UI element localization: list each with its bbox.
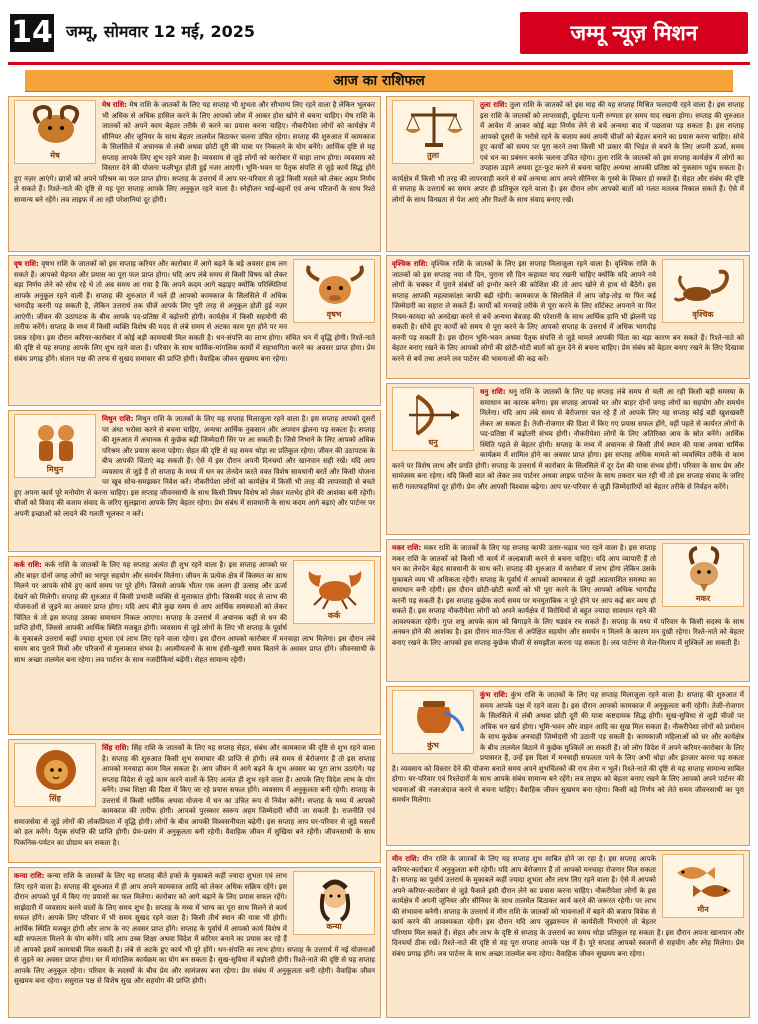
sign-name: कन्या राशि: [14,871,45,880]
sign-body: कर्क राशि के जातकों के लिए यह सप्ताह अत्यंत ही शुभ रहने वाला है। इस सप्ताह आपको घर और बाहर दोनों जगह लोगों का भरपूर सहयोग और समर्थन मिलेगा। जीवन के प्रत्येक क्षेत्र में किस्मत का साथ मिलने पर आपके सोचे हुए कार्य समय पर पूरे होंगे। जिससे आपके भीतर एक अलग ही उत्साह और ऊर्जा देखने को मिलेगी। सप्ताह की शुरुआत में किसी प्रभावी व्यक्ति से मुलाकात होगी। जिसकी मदद से लाभ की योजनाओं से जुड़ने का अवसर प्राप्त होगा। यदि आप बीते कुछ समय से आप आर्थिक समस्याओं को लेकर चिंतित थे तो इस सप्ताह उसका समाधान निकल आएगा। सप्ताह के उत्तरार्ध में अचानक कहीं से धन की प्राप्ति होगी, जिससे आपकी आर्थिक स्थिति मजबूत होगी। व्यवसाय से जुड़े लोगों के लिए भी सप्ताह के पूर्वार्ध के मुकाबले उत्तरार्ध कहीं ज्यादा शुभता एवं लाभ लिए रहने वाला रहेगा। इस दौरान आपको कारोबार में मनचाहा लाभ मिलेगा। इस दौरान लंबे समय बाद पुराने मित्रों और परिजनों से मुलाकात संभव है। आत्मीयजनों के साथ हंसी-खुशी समय बिताने के अवसर प्राप्त होंगे। जीवनसाथी के साथ अच्छा तालमेल बना रहेगा। लव पार्टनर के साथ नजदीकियां बढ़ेंगी। सेहत सामान्य रहेगी। [14,560,375,664]
aquarius-pot-icon [392,690,474,754]
horoscope-mesh [8,96,381,252]
libra-scales-icon [392,100,474,164]
horoscope-tula [386,96,750,252]
taurus-bull-icon [293,259,375,323]
sign-caption: कर्क [327,611,341,620]
masthead-logo: जम्मू न्यूज़ मिशन [520,12,748,54]
sign-caption: धनु [428,438,438,447]
sign-name: कुंभ राशि: [480,690,508,699]
sign-name: कर्क राशि: [14,560,42,569]
sign-body: वृश्चिक राशि के जातकों के लिए इस सप्ताह मिलाजुला रहने वाला है। वृश्चिक राशि के जातकों को इस सप्ताह नया नौ दिन, पुराना सौ दिन कहावत याद रखनी चाहिए क्योंकि यदि आपने नये लोगों के चक्कर में पुराने संबंधों को इग्नोर करने की कोशिश की तो आप खोने से हाथ धो बैठेंगे। इस सप्ताह आपकी महत्वाकांक्षा काफी बढ़ी रहेगी। कामकाज के सिलसिले में आप जोड़-तोड़ या फिर कई जिम्मेदारी का सहारा ले सकते हैं। कार्यों को मनचाहे तरीके से पूरा करने के लिए शॉर्टकट अपनाने या फिर नियम-कायदा को अनदेखा करने से बचें अन्यथा बेवजह की परेशानी के साथ आर्थिक हानि भी झेलनी पड़ सकती है। सोचे हुए कार्यों को समय से पूरा करने के लिए आपको सप्ताह के उत्तरार्ध में अधिक भागदौड़ करनी पड़ सकती है। इस दौरान भूमि-भवन अथवा पैतृक संपत्ति से जुड़े मामले आपकी चिंता का बड़ा कारण बन सकते हैं। रिश्ते-नाते को बेहतर बनाए रखने के लिए आपको लोगों की छोटी-मोटी बातों को तूल देने से बचना चाहिए। प्रेम संबंध को बेहतर बनाए रखने के लिए दिखावा करने से बचें तथा अपने लव पार्टनर की भावनाओं की कद्र करें। [392,259,744,363]
horoscope-meen [386,850,750,1018]
sign-name: मीन राशि: [392,854,420,863]
horoscope-kumbh [386,686,750,846]
sign-caption: मकर [695,594,711,603]
sign-body: सिंह राशि के जातकों के लिए यह सप्ताह सेहत, संबंध और कामकाज की दृष्टि से शुभ रहने वाला है। सप्ताह की शुरुआत किसी शुभ समाचार की प्राप्ति से होगी। लंबे समय से बेरोजगार हैं तो इस सप्ताह आपको मनचाहा काम मिल सकता है। आप जीवन में आगे बढ़ने के शुभ अवसर का पूरा लाभ उठाएंगे। यह सप्ताह विदेश से जुड़े काम करने वालों के लिए अत्यंत ही शुभ रहने वाला है। आपके लिए विदेश लाभ के योग बनेंगे। उच्च शिक्षा की दिशा में किए जा रहे प्रयास सफल होंगे। व्यवसाय में अनुकूलता बनी रहेगी। सप्ताह के उत्तरार्ध में किसी धार्मिक अथवा योजना में धन का उचित रूप से निवेश करेंगे। सप्ताह के मध्य में आपको कामकाज की तारीफ होगी। आपको पुरस्कार स्वरूप अहम जिम्मेदारी सौंपी जा सकती है। राजनीति एवं समाजसेवा से जुड़े लोगों की लोकप्रियता में वृद्धि होगी। लोगों के बीच आपकी विश्वसनीयता बढ़ेगी। इस सप्ताह आप घर-परिवार से जुड़े मसलों को हल करेंगे। पैतृक संपत्ति की प्राप्ति होगी। प्रेम-प्रसंग में अनुकूलता बनी रहेगी। वैवाहिक जीवन में सुखिया बने रहेंगी। जीवनसाथी के साथ पिकनिक-पर्यटन का प्रोग्राम बन सकता है। [14,743,375,847]
pisces-fish-icon [662,854,744,918]
scorpio-scorpion-icon [662,259,744,323]
horoscope-makar [386,539,750,682]
sign-name: मकर राशि: [392,543,422,552]
virgo-maiden-icon [293,871,375,935]
sign-name: तुला राशि: [480,100,508,109]
dateline: जम्मू, सोमवार 12 मई, 2025 [66,22,255,41]
horoscope-dhanu [386,383,750,535]
sign-body: तुला राशि के जातकों को इस माह की यह सप्ताह मिश्रित फलदायी रहने वाला है। इस सप्ताह इस राशि के जातकों को लापरवाही, दुर्घटना पत्नी रुग्णता हर समय याद रखना होगा। सप्ताह की शुरुआत में आवेश में आकर कोई बड़ा निर्णय लेने से बचें अन्यथा बाद में पछतावा पड़ सकता है। इस सप्ताह आपको दूसरों के भरोसे रहने के बजाय स्वयं अपनी चीजों को बेहतर बनाने का प्रयास करना चाहिए। सोचे हुए कार्यों को समय पर पूरा करने तथा किसी भी प्रकार की भिड़ंत से बचने के लिए अपनी ऊर्जा, समय एवं धन का प्रबंधन करके चलना उचित रहेगा। तुला राशि के जातकों को इस सप्ताह कार्यक्षेत्र में लोगों का उपहास उड़ाने अथवा टूट-फूट करने से बचना चाहिए अन्यथा आपकी प्रतिष्ठा को नुकसान पहुंच सकता है। कार्यक्षेत्र में किसी भी तरह की लापरवाही करने से बचें अन्यथा आप अपने सीनियर के गुस्से के शिकार हो सकते हैं। सेहत और संबंध की दृष्टि से सप्ताह के उत्तरार्ध का समय अपार ही प्रतिकूल रहने वाला है। इस दौरान लोग आपको बातों को गलत मतलब निकाल सकते हैं। ऐसे में लोगों के साथ विनम्रता से पेश आएं और रिश्तों के साथ संवाद बनाए रखें। [392,100,744,204]
sagittarius-bow-icon [392,387,474,451]
leo-lion-icon [14,743,96,807]
sign-name: मेष राशि: [102,100,127,109]
sign-caption: सिंह [49,794,61,803]
sign-body: मेष राशि के जातकों के लिए यह सप्ताह भी शुभता और सौभाग्य लिए रहने वाला है लेकिन भूलकर भी अधिक से अधिक हासिल करने के लिए आपको जोश में आकर होश खोने से बचना चाहिए। मेष राशि के जातकों को अपने काम बेहतर तरीके से करने का प्रयास करना चाहिए। नौकरीपेशा लोगों को कार्यक्षेत्र में सीनियर और जूनियर के साथ बेहतर तालमेल बिठाकर चलना उचित रहेगा। सप्ताह की शुरुआत में कामकाज के सिलसिले में अचानक से लंबी अथवा छोटी दूरी की यात्रा पर निकलने के योग बनेंगे। आर्थिक दृष्टि से यह सप्ताह आपके लिए शुभ रहने वाला है। व्यवसाय से जुड़े लोगों को कारोबार में चाहा लाभ होगा। व्यवसाय को विस्तार देने की योजना फलीभूत होती हुई नजर आएगी। भूमि-भवन या पैतृक संपत्ति से जुड़े कार्य सिद्ध होंगे हुए नज़र आएंगे। छात्रों को अपने परिश्रम का फल प्राप्त होगा। सप्ताह के उत्तरार्ध में आप घर-परिवार से जुड़े किसी मसले को लेकर अहम निर्णय ले सकते हैं। रिश्ते-नाते की दृष्टि से यह पूरा सप्ताह आपके लिए अनुकूल रहने वाला है। स्नेहीजन भाई-बहनों एवं अन्य परिजनों के साथ रिश्ते सामान्य बने रहेंगे। लव लाइफ में आ रही परेशानियां दूर होंगी। [14,100,375,204]
sign-name: धनु राशि: [480,387,506,396]
sign-name: मिथुन राशि: [102,414,134,423]
gemini-twins-icon [14,414,96,478]
page-number: 14 [11,15,53,50]
sign-body: धनु राशि के जातकों के लिए यह सप्ताह लंबे समय से चली आ रही किसी बड़ी समस्या के समाधान का कारक बनेगा। इस सप्ताह आपको घर और बाहर दोनों जगह लोगों का सहयोग और समर्थन मिलेगा। यदि आप लंबे समय से बेरोजगार चल रहे हैं तो आपके लिए यह सप्ताह कोई बड़ी खुशखबरी लेकर आ सकता है। तेजी-रोजगार की दिशा में किए गए प्रयास सफल होंगे, वहीं पहले से कार्यरत लोगों के पद-प्रतिष्ठा में बढ़ोतरी संभव होगी। नौकरीपेशा लोगों के लिए अतिरिक्त आय के स्रोत बनेंगे। आर्थिक स्थिति पहले से बेहतर होगी। सप्ताह के मध्य में अचानक से किसी तीर्थ स्थान की यात्रा अथवा धार्मिक कार्यक्रम में शामिल होने का अवसर प्राप्त होगा। इस सप्ताह अधिक मामले को व्यवस्थित तरीके से काम करने पर विशेष लाभ और प्रगति होगी। सप्ताह के उत्तरार्ध में कारोबार के सिलसिले में दूर देश की यात्रा संभव होगी। परिवार के साथ प्रेम और सामंजस्य बना रहेगा। यदि किसी बात को लेकर लव पार्टनर अथवा लाइफ पार्टनर के साथ तकरार चल रही थी तो इस सप्ताह संवाद के जरिए सारी गलतफहमियां दूर होंगी। प्रेम और आपसी विश्वास बढ़ेगा। आप घर-परिवार से जुड़ी जिम्मेदारियों को बेहतर तरीके से निर्वहन करेंगे। [392,387,744,491]
sign-name: सिंह राशि: [102,743,130,752]
horoscope-kanya [8,867,381,1018]
section-banner [25,70,733,92]
sign-caption: कन्या [326,922,342,931]
sign-name: वृष राशि: [14,259,39,268]
sign-caption: वृषभ [326,310,342,319]
horoscope-vrishchik [386,255,750,379]
cancer-crab-icon [293,560,375,624]
sign-caption: मीन [697,905,709,914]
sign-body: मीन राशि के जातकों के लिए यह सप्ताह शुभ साबित होने जा रहा है। इस सप्ताह आपके करियर-कारोबार में अनुकूलता बनी रहेगी। यदि आप बेरोजगार हैं तो आपको मनचाहा रोजगार मिल सकता है। सप्ताह का पूर्वार्ध उत्तरार्ध के मुकाबले कहीं ज्यादा शुभता और लाभ लिए रहने वाला है। ऐसे में आपको अपने करियर-कारोबार से जुड़े फैसले इसी दौरान लेने का प्रयास करना चाहिए। नौकरीपेशा लोगों के इस कार्यक्षेत्र में अपनी जूनियर और सीनियर के साथ तालमेल बिठाकर कार्य करने की जरूरत रहेगी। पर लाभ की संभावना बनेगी। सप्ताह के उत्तरार्ध में मीन राशि के जातकों को भावनाओं में बहने की बजाय विवेक से कार्य करने की आवश्यकता रहेगी। इस दौरान यदि आप जुझारुपन से कार्यशैली निभाएंगे तो बेहतर परिणाम मिल सकते हैं। सेहत और लाभ के दृष्टि से सप्ताह के उत्तरार्ध का समय थोड़ा प्रतिकूल रह सकता है। इस दौरान अपना खानपान और दिनचर्या ठीक रखें। रिश्ते-नाते की दृष्टि से यह पूरा सप्ताह आपके पक्ष में है। पूरे सप्ताह आपको स्वजनों से सहयोग और स्नेह मिलेगा। प्रेम संबंध प्रगाढ़ होंगे। लव पार्टनर के साथ अच्छा तालमेल बना रहेगा। वैवाहिक जीवन सुखमय बना रहेगा। [392,854,744,958]
aries-ram-icon [14,100,96,164]
sign-body: वृषभ राशि के जातकों को इस सप्ताह करियर और कारोबार में आगे बढ़ने के बड़े अवसर हाथ लग सकते हैं। आपको मेहनत और प्रयास का पूरा फल प्राप्त होगा। यदि आप लंबे समय से किसी विषय को लेकर बड़ा निर्णय लेने को सोच रहे थे तो अब समय आ गया है कि अपने कदम आगे बढ़ाइए क्योंकि परिस्थितियां आपके अनुकूल रहने वाली हैं। सप्ताह की शुरुआत में भले ही आपको कामकाज के सिलसिले में अधिक भागदौड़ करनी पड़ सकती है, लेकिन उत्तरार्ध तक चीजें आपके लिए पूरी तरह से अनुकूल होती हुई नज़र आएंगी। जीवन की उठापटक के बीच आपके पद-प्रतिष्ठा में बढ़ोत्तरी होगी। कार्यक्षेत्र में किसी सहयोगी की तारीफ करेंगे। सप्ताह के मध्य में किसी व्यक्ति विशेष की मदद से लंबे समय से अटका काम पूरा होने पर मन प्रसन्न रहेगा। इस दौरान करियर-कारोबार में कोई बड़ी कामयाबी मिल सकती है। धन-संपत्ति का लाभ होगा। संचित धन में वृद्धि होगी। रिश्ते-नाते की दृष्टि से यह सप्ताह आपके लिए शुभ रहने वाला है। परिवार के साथ धार्मिक-मांगलिक कार्यों में सहभागिता करने का अवसर प्राप्त होगा। प्रेम संबंध प्रगाढ़ होंगे। संतान पक्ष की तरफ से सुखद समाचार की प्राप्ति होगी। वैवाहिक जीवन सुखमय बना रहेगा। [14,259,375,363]
sign-caption: तुला [426,151,440,160]
sign-name: वृश्चिक राशि: [392,259,428,268]
sign-caption: वृश्चिक [692,310,714,319]
horoscope-mithun [8,410,381,552]
horoscope-kark [8,556,381,735]
horoscope-vrishabh [8,255,381,406]
sign-body: कन्या राशि के जातकों के लिए यह सप्ताह बीते हफ्ते के मुकाबले कहीं ज्यादा शुभता एवं लाभ लिए रहने वाला है। सप्ताह की शुरुआत में ही आप अपने कामकाज आदि को लेकर अधिक सक्रिय रहेंगे। इस दौरान आपको पूर्व में किए गए प्रयासों का फल मिलेगा। कारोबार को आगे बढ़ाने के लिए प्रयास सफल रहेंगे। साझेदारी में व्यवसाय करने वालों के लिए समय शुभ है। सप्ताह के मध्य में भाग्य का पूरा साथ मिलने से कार्य सफल होंगे। आपके लिए परिवार में भी समय सुखद रहने वाला है। किसी तीर्थ स्थान की यात्रा भी होगी। आर्थिक स्थिति मजबूत होगी और लाभ के नए अवसर प्राप्त होंगे। सप्ताह के पूर्वार्ध में आपको कार्य विशेष में बड़ी सफलता मिलने के योग बनेंगे। यदि आप उच्च शिक्षा अथवा विदेश में करियर बनाने का प्रयास कर रहे हैं तो आपको इसमें कामयाबी मिल सकती है। लंबे से अटके हुए कार्य भी पूरे होंगे। धन-संपत्ति का लाभ होगा। सप्ताह के उत्तरार्ध में नई योजनाओं से जुड़ने का अवसर प्राप्त होगा। घर में मांगलिक कार्यक्रम का योग बन सकता है। सुख-सुविधा में बढ़ोतरी होगी। रिश्ते-नाते की दृष्टि से यह सप्ताह आपके लिए अनुकूल रहेगा। परिवार के सदस्यों के बीच प्रेम और सामंजस्य बना रहेगा। प्रेम संबंध में अनुकूलता बनी रहेगी। वैवाहिक जीवन सुखमय बना रहेगा। ससुराल पक्ष से विशेष सुख और सहयोग की प्राप्ति होगी। [14,871,375,986]
sign-body: मिथुन राशि के जातकों के लिए यह सप्ताह मिलाजुला रहने वाला है। इस सप्ताह आपको दूसरों पर अंधा भरोसा करने से बचना चाहिए, अन्यथा आर्थिक नुकसान और अपमान झेलना पड़ सकता है। सप्ताह की शुरुआत में अचानक से कुछेक बड़ी जिम्मेदारी सिर पर आ सकती है। जिसे निभाने के लिए आपको अधिक परिश्रम और प्रयास करना पड़ेगा। सेहत की दृष्टि से यह समय थोड़ा सा प्रतिकूल रहेगा। जीवन की उठापटक के बीच आपकी चिंताएं बढ़ सकती हैं। ऐसे में इस दौरान अपनी दिनचर्या और खानपान सही रखें। यदि आप व्यवसाय से जुड़े हैं तो सप्ताह के मध्य में धन का लेनदेन करते वक्त विशेष सावधानी बरतें और किसी योजना पर खूब सोच-समझकर निवेश करें। नौकरीपेशा लोगों को कार्यक्षेत्र में किसी भी तरह की लापरवाही से बचते हुए अपना कार्य पूरे मनोयोग से करना चाहिए। इस सप्ताह जीवनसाथी के साथ किसी विषय विशेष को लेकर मतभेद होने की आशंका बनी रहेगी। चीजों को विवाद की बजाय संवाद के जरिए सुलझाना आपके लिए बेहतर रहेगा। प्रेम संबंध में सावधानी के साथ कदम आगे बढ़ाएं और पार्टनर पर अपनी इच्छाओं को लादने की गलती भूलकर न करें। [14,414,375,518]
page-header [0,0,758,68]
sign-body: कुंभ राशि के जातकों के लिए यह सप्ताह मिलाजुला रहने वाला है। सप्ताह की शुरुआत में समय आपके पक्ष में रहने वाला है। इस दौरान आपको कामकाज में अनुकूलता बनी रहेगी। तेजी-रोजगार के सिलसिले में लंबी अथवा छोटी दूरी की यात्रा कष्टदायक सिद्ध होगी। सुख-सुविधा से जुड़ी चीजों पर अधिक धन खर्च होगा। भूमि-भवन और वाहन आदि का सुख मिल सकता है। नौकरीपेशा लोगों को प्रमोशन के साथ कुछेक अनचाही जिम्मेदारी भी उठानी पड़ सकती है। कामकाजी महिलाओं को घर और कार्यक्षेत्र के बीच तालमेल बिठाने में कुछेक मुश्किलें आ सकती हैं। जो लोग विदेश में अपने करियर-कारोबार के लिए प्रयासरत हैं, उन्हें इस दिशा में मनचाही सफलता पाने के लिए अभी थोड़ा और इंतजार करना पड़ सकता है। व्यवसाय को विस्तार देने की योजना बनाते समय अपने शुभचिंतकों की राय लेना न भूलें। रिश्ते-नाते की दृष्टि से यह सप्ताह सामान्य साबित होगा। घर-परिवार एवं रिश्तेदारों के साथ आपके संबंध सामान्य बने रहेंगे। लव लाइफ को बेहतर बनाए रखने के लिए आपको अपने पार्टनर की भावनाओं की नजरअंदाज करने से बचना चाहिए। वैवाहिक जीवन सुखमय बना रहेगा। किसी बड़े निर्णय को लेते समय जीवनसाथी का पूरा समर्थन मिलेगा। [392,690,744,805]
sign-caption: मेष [50,151,60,160]
sign-body: मकर राशि के जातकों के लिए यह सप्ताह काफी उतार-चढ़ाव भरा रहने वाला है। इस सप्ताह मकर राशि के जातकों को किसी भी कार्य में जल्दबाजी करने से बचना चाहिए। यदि आप व्यापारी हैं तो धन का लेनदेन बेहद सावधानी के साथ करें। सप्ताह की शुरुआत में कारोबार में लाभ होगा लेकिन उसके मुकाबले व्यय भी अधिकता रहेगी। सप्ताह के पूर्वार्ध में आपको कामकाज से जुड़ी अप्रत्याशित समस्या का समाधान बनी रहेगी। इस दौरान छोटी-छोटी कार्यों को भी पूरा करने के लिए आपको अधिक भागदौड़ करनी पड़ सकती है। इस सप्ताह कुछेक कार्य समय पर मनमुताबिक न पूरे होने पर आप कई बार व्यथ हो सकते हैं। इस सप्ताह नौकरीपेशा लोगों को अपने कार्यक्षेत्र में विरोधियों से बहुत ज्यादा सावधान रहने की आवश्यकता रहेगी। गुप्त शत्रु आपके काम को बिगाड़ने के लिए षड्यंत्र रच सकते हैं। सप्ताह के मध्य में परिवार के किसी सदस्य के साथ अनबन होने की आशंका है। इस दौरान मात-पिता से अपेक्षित सहयोग और समर्थन न मिलने के कारण मन दुखी रहेगा। रिश्ते-नाते को बेहतर बनाए रखने के लिए आपको इस सप्ताह कुछेक चीजों से समझौता करना पड़ सकता है। लव पार्टनर से मेल-मिलाप में मुश्किलें आ सकती हैं। [392,543,744,647]
sign-caption: कुंभ [427,741,439,750]
capricorn-goat-icon [662,543,744,607]
horoscope-simh [8,739,381,863]
sign-caption: मिथुन [46,465,64,474]
section-title: आज का राशिफल [333,73,425,89]
header-rule [8,62,750,65]
